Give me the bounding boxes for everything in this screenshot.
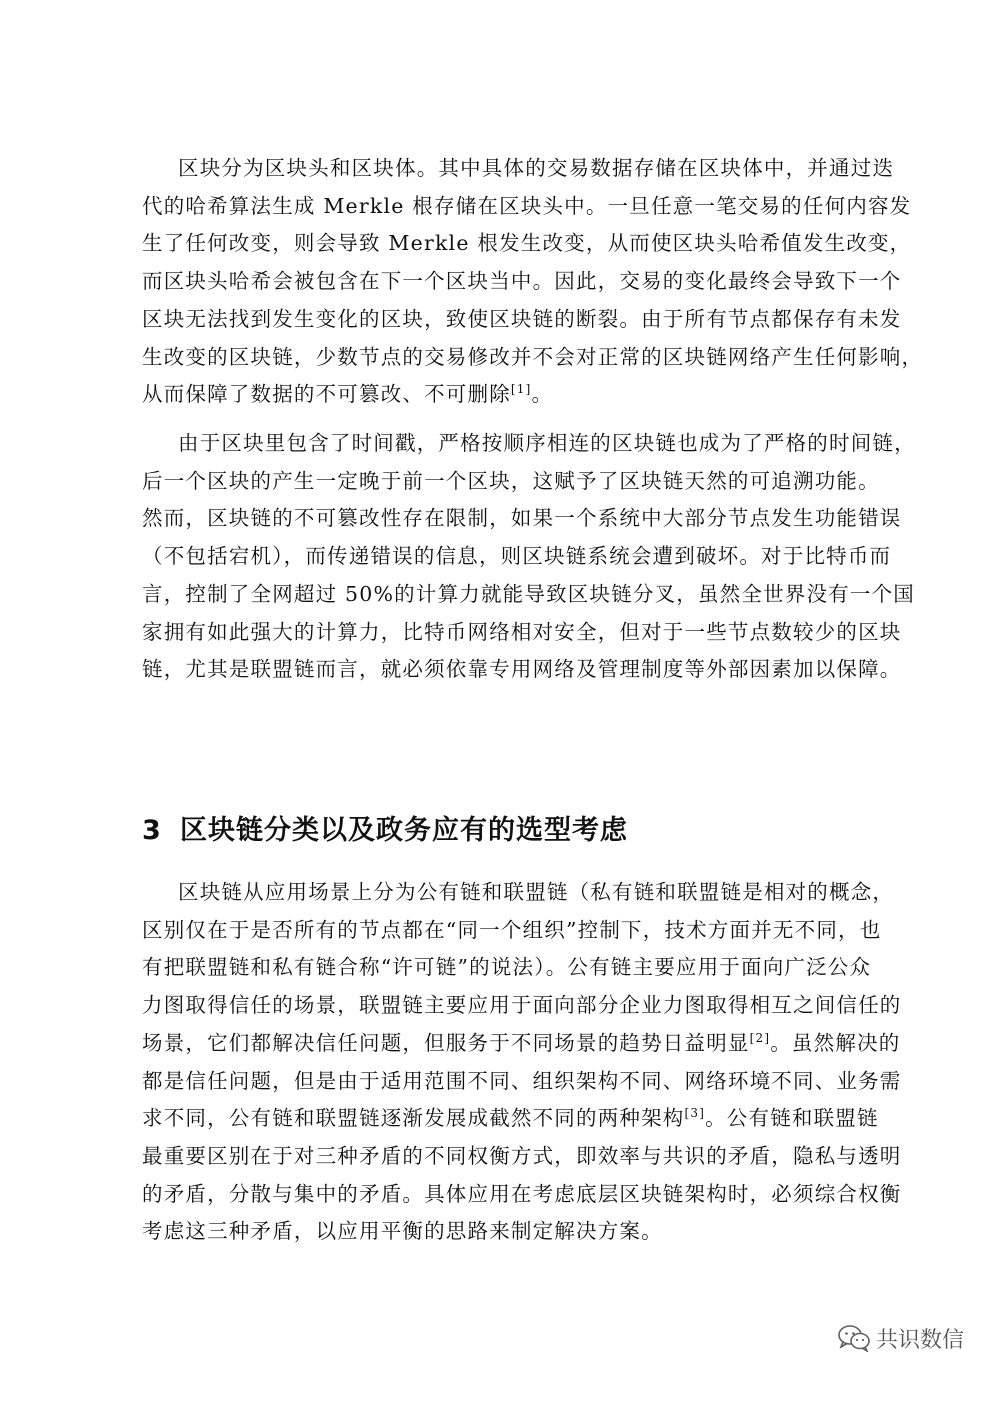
text-line: 代的哈希算法生成 Merkle 根存储在区块头中。一旦任意一笔交易的任何内容发 (142, 193, 912, 218)
text-segment: 求不同，公有链和联盟链逐渐发展成截然不同的两种架构 (142, 1106, 685, 1131)
paragraph-block-structure (142, 150, 924, 414)
text-line: 的矛盾，分散与集中的矛盾。具体应用在考虑底层区块链架构时，必须综合权衡 (142, 1181, 902, 1206)
text-line: 区块分为区块头和区块体。其中具体的交易数据存储在区块体中，并通过迭 (178, 156, 895, 180)
paragraph-timestamp (142, 425, 916, 689)
text-line: 家拥有如此强大的计算力，比特币网络相对安全，但对于一些节点数较少的区块 (142, 619, 902, 644)
text-segment: 。虽然解决的 (770, 1030, 901, 1055)
text-line: 力图取得信任的场景，联盟链主要应用于面向部分企业力图取得相互之间信任的 (142, 993, 902, 1018)
text-line: 区块无法找到发生变化的区块，致使区块链的断裂。由于所有节点都保存有未发 (142, 306, 902, 331)
section-title: 区块链分类以及政务应有的选型考虑 (180, 815, 628, 846)
text-line: 最重要区别在于对三种矛盾的不同权衡方式，即效率与共识的矛盾，隐私与透明 (142, 1143, 902, 1168)
text-line: 考虑这三种矛盾，以应用平衡的思路来制定解决方案。 (142, 1219, 663, 1244)
text-line: 区块链从应用场景上分为公有链和联盟链（私有链和联盟链是相对的概念， (178, 880, 895, 904)
section-number: 3 (142, 815, 162, 846)
section-heading (142, 808, 628, 847)
text-line (142, 1100, 879, 1138)
text-line: 有把联盟链和私有链合称“许可链”的说法）。公有链主要应用于面向广泛公众 (142, 955, 872, 980)
text-line: 生了任何改变，则会导致 Merkle 根发生改变，从而使区块头哈希值发生改变， (142, 231, 912, 256)
text-segment: 。公有链和联盟链 (705, 1106, 879, 1131)
text-line: 生改变的区块链，少数节点的交易修改并不会对正常的区块链网络产生任何影响， (142, 344, 924, 369)
paragraph-chain-types (142, 874, 902, 1251)
citation-ref-2: [2] (749, 1030, 771, 1045)
text-line: 由于区块里包含了时间戳，严格按顺序相连的区块链也成为了严格的时间链， (178, 431, 916, 455)
citation-ref-1: [1] (510, 382, 532, 397)
text-line: （不包括宕机），而传递错误的信息，则区块链系统会遭到破坏。对于比特币而 (142, 544, 892, 569)
text-line: 言，控制了全网超过 50%的计算力就能导致区块链分叉，虽然全世界没有一个国 (142, 581, 915, 606)
text-segment: 场景，它们都解决信任问题，但服务于不同场景的趋势日益明显 (142, 1030, 750, 1055)
text-line: 然而，区块链的不可篡改性存在限制，如果一个系统中大部分节点发生功能错误 (142, 506, 902, 531)
text-line: 后一个区块的产生一定晚于前一个区块，这赋予了区块链天然的可追溯功能。 (142, 468, 880, 493)
text-line: 链，尤其是联盟链而言，就必须依靠专用网络及管理制度等外部因素加以保障。 (142, 657, 902, 682)
watermark (838, 1320, 964, 1356)
text-line: 而区块头哈希会被包含在下一个区块当中。因此，交易的变化最终会导致下一个 (142, 269, 902, 294)
text-line: 区别仅在于是否所有的节点都在“同一个组织”控制下，技术方面并无不同，也 (142, 917, 882, 942)
text-line (142, 376, 860, 414)
text-segment: 。 (531, 382, 554, 407)
citation-ref-3: [3] (684, 1106, 706, 1121)
text-line (142, 1025, 901, 1063)
wechat-icon (838, 1324, 870, 1352)
text-segment: 从而保障了数据的不可篡改、不可删除 (142, 382, 511, 407)
watermark-text: 共识数信 (876, 1327, 965, 1353)
text-line: 都是信任问题，但是由于适用范围不同、组织架构不同、网络环境不同、业务需 (142, 1068, 902, 1093)
